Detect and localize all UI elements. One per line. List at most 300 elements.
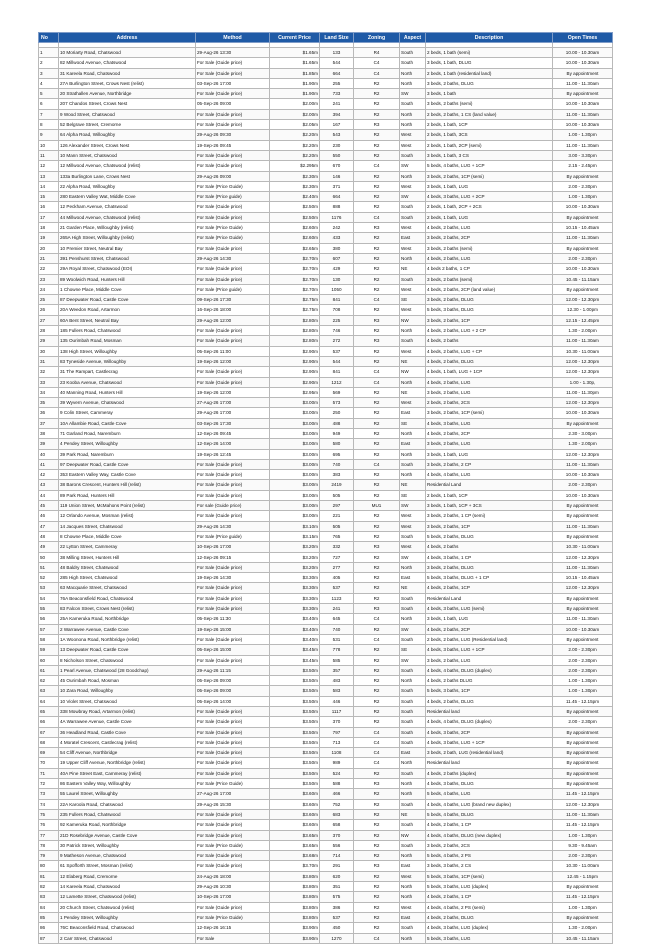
cell-no: 9 bbox=[39, 130, 59, 140]
col-header-price: Current Price bbox=[270, 33, 320, 43]
cell-method: For Sale (Guide price) bbox=[196, 830, 270, 840]
table-row bbox=[39, 336, 613, 346]
table-row bbox=[39, 676, 613, 686]
cell-address: 12 Orlando Avenue, Mosman (relist) bbox=[59, 511, 196, 521]
cell-description: 3 beds, 2 baths, LUG bbox=[426, 387, 553, 397]
cell-method: For Sale (Price Guide) bbox=[196, 233, 270, 243]
cell-land-size: 2419 bbox=[320, 480, 354, 490]
cell-method: For Sale (Guide price) bbox=[196, 58, 270, 68]
cell-aspect: South bbox=[400, 150, 426, 160]
cell-land-size: 241 bbox=[320, 604, 354, 614]
cell-aspect: South bbox=[400, 531, 426, 541]
cell-price: $2.00m bbox=[270, 109, 320, 119]
cell-no: 82 bbox=[39, 882, 59, 892]
cell-land-size: 483 bbox=[320, 676, 354, 686]
cell-no: 31 bbox=[39, 356, 59, 366]
cell-no: 15 bbox=[39, 192, 59, 202]
cell-land-size: 370 bbox=[320, 717, 354, 727]
cell-zoning: R2 bbox=[354, 109, 400, 119]
cell-open-times: 12.00 - 12.30pm bbox=[553, 449, 613, 459]
cell-open-times: 11.00 - 11.30am bbox=[553, 459, 613, 469]
cell-method: 19-Sep-26 15:00 bbox=[196, 624, 270, 634]
cell-address: 1 Chowne Place, Middle Cove bbox=[59, 284, 196, 294]
cell-address: 86 Eastern Valley Way, Willoughby bbox=[59, 779, 196, 789]
cell-description: 3 beds, 1 bath, DLUG bbox=[426, 58, 553, 68]
cell-price: $2.30m bbox=[270, 181, 320, 191]
cell-land-size: 727 bbox=[320, 552, 354, 562]
cell-price: $2.80m bbox=[270, 336, 320, 346]
cell-method: For Sale (Price guide) bbox=[196, 284, 270, 294]
cell-open-times: 2.00 - 2.30pm bbox=[553, 717, 613, 727]
cell-description: 3 beds, 2 baths (semi) bbox=[426, 274, 553, 284]
cell-zoning: R3 bbox=[354, 861, 400, 871]
cell-price: $2.75m bbox=[270, 305, 320, 315]
cell-method: For Sale (Guide price) bbox=[196, 274, 270, 284]
cell-aspect: NE bbox=[400, 264, 426, 274]
cell-zoning: R3 bbox=[354, 120, 400, 130]
table-row bbox=[39, 902, 613, 912]
cell-method: For Sale (Price Guide) bbox=[196, 223, 270, 233]
cell-method: 05-Sep-26 11:00 bbox=[196, 346, 270, 356]
cell-land-size: 133 bbox=[320, 48, 354, 58]
cell-no: 55 bbox=[39, 604, 59, 614]
cell-aspect: SE bbox=[400, 295, 426, 305]
cell-open-times: By appointment bbox=[553, 501, 613, 511]
cell-price: $2.70m bbox=[270, 284, 320, 294]
cell-zoning: R2 bbox=[354, 892, 400, 902]
cell-land-size: 433 bbox=[320, 233, 354, 243]
cell-method: For Sale (Guide price) bbox=[196, 820, 270, 830]
table-row bbox=[39, 243, 613, 253]
cell-open-times: 12.00 - 12.30pm bbox=[553, 295, 613, 305]
cell-description: 2 beds, 1 bath, 1CP bbox=[426, 490, 553, 500]
cell-price: $3.50m bbox=[270, 717, 320, 727]
cell-address: 13 Deepwater Road, Castle Cove bbox=[59, 645, 196, 655]
cell-no: 73 bbox=[39, 789, 59, 799]
cell-open-times: 10.15 - 10.45am bbox=[553, 223, 613, 233]
cell-description: 4 beds, 2 baths, LUG + CP bbox=[426, 346, 553, 356]
cell-zoning: R2 bbox=[354, 387, 400, 397]
cell-zoning: R2 bbox=[354, 830, 400, 840]
cell-method: For Sale (Guide price) bbox=[196, 727, 270, 737]
cell-address: 280 Eastern Valley Wat, Middle Cove bbox=[59, 192, 196, 202]
cell-no: 81 bbox=[39, 871, 59, 881]
cell-method: For Sale (Guide price) bbox=[196, 861, 270, 871]
col-header-address: Address bbox=[59, 33, 196, 43]
cell-open-times: 10.00 - 10.30am bbox=[553, 120, 613, 130]
cell-aspect: SE bbox=[400, 645, 426, 655]
cell-aspect: SW bbox=[400, 552, 426, 562]
cell-no: 74 bbox=[39, 799, 59, 809]
table-row bbox=[39, 531, 613, 541]
cell-aspect: East bbox=[400, 748, 426, 758]
cell-land-size: 537 bbox=[320, 912, 354, 922]
cell-price: $3.65m bbox=[270, 840, 320, 850]
cell-address: 1 Pearl Avenue, Chatswood (28 Goodchap) bbox=[59, 665, 196, 675]
cell-method: 05-Sep-26 15:00 bbox=[196, 645, 270, 655]
cell-price: $3.50m bbox=[270, 779, 320, 789]
cell-price: $2.70m bbox=[270, 253, 320, 263]
cell-land-size: 1270 bbox=[320, 933, 354, 943]
cell-address: 31 The Rampart, Castlecrag bbox=[59, 367, 196, 377]
cell-open-times: 10.00 - 10.30am bbox=[553, 58, 613, 68]
cell-aspect: NW bbox=[400, 315, 426, 325]
table-row bbox=[39, 459, 613, 469]
cell-aspect: SW bbox=[400, 89, 426, 99]
cell-address: 353 Eastern Valley Way, Castle Cove bbox=[59, 470, 196, 480]
cell-description: 2 beds, 2 baths, 1 CS (land value) bbox=[426, 109, 553, 119]
cell-zoning: R2 bbox=[354, 871, 400, 881]
cell-no: 47 bbox=[39, 521, 59, 531]
cell-description: 3 beds, 1 bath, LUG bbox=[426, 181, 553, 191]
cell-zoning: R2 bbox=[354, 89, 400, 99]
cell-address: 27A Burlington Street, Crows Nest (relist) bbox=[59, 78, 196, 88]
cell-address: 36 Headland Road, Castle Cove bbox=[59, 727, 196, 737]
cell-aspect: East bbox=[400, 912, 426, 922]
cell-land-size: 466 bbox=[320, 789, 354, 799]
cell-method: 19-Sep-26 12:00 bbox=[196, 387, 270, 397]
cell-open-times: 10.00 - 10.30am bbox=[553, 490, 613, 500]
cell-land-size: 740 bbox=[320, 624, 354, 634]
cell-method: For Sale (Guide price) bbox=[196, 490, 270, 500]
cell-no: 71 bbox=[39, 768, 59, 778]
cell-method: 29-Aug-26 17:00 bbox=[196, 408, 270, 418]
cell-aspect: West bbox=[400, 346, 426, 356]
cell-open-times: 11.00 - 11.30am bbox=[553, 614, 613, 624]
cell-address: 31 Kareela Road, Chatswood bbox=[59, 68, 196, 78]
cell-description: 4 beds, 2 baths, 2CP bbox=[426, 428, 553, 438]
cell-zoning: R2 bbox=[354, 820, 400, 830]
cell-description: 2 beds, 1 bath, 1CP bbox=[426, 120, 553, 130]
cell-open-times: 1.00 - 1.30pm bbox=[553, 830, 613, 840]
cell-open-times: 1.30 - 2.00pm bbox=[553, 439, 613, 449]
cell-aspect: West bbox=[400, 223, 426, 233]
cell-open-times: 10.00 - 10.30am bbox=[553, 264, 613, 274]
cell-price: $3.68m bbox=[270, 851, 320, 861]
table-row bbox=[39, 418, 613, 428]
cell-price: $2.60m bbox=[270, 233, 320, 243]
cell-method: 29-Aug-26 11:15 bbox=[196, 665, 270, 675]
table-row bbox=[39, 511, 613, 521]
cell-price: $3.50m bbox=[270, 686, 320, 696]
cell-address: 22 Alpha Road, Willoughby bbox=[59, 181, 196, 191]
cell-address: 25A Kameruka Road, Northbridge bbox=[59, 614, 196, 624]
cell-no: 52 bbox=[39, 573, 59, 583]
cell-land-size: 664 bbox=[320, 68, 354, 78]
cell-aspect: North bbox=[400, 933, 426, 943]
table-row bbox=[39, 768, 613, 778]
cell-description: 3 beds, 1 bath, LUG bbox=[426, 449, 553, 459]
cell-zoning: MU1 bbox=[354, 501, 400, 511]
cell-open-times: 11.00 - 11.30am bbox=[553, 336, 613, 346]
cell-zoning: R2 bbox=[354, 696, 400, 706]
cell-no: 26 bbox=[39, 305, 59, 315]
cell-open-times: By appointment bbox=[553, 779, 613, 789]
cell-no: 33 bbox=[39, 377, 59, 387]
cell-method: 16-Sep-26 18:00 bbox=[196, 305, 270, 315]
cell-no: 6 bbox=[39, 99, 59, 109]
cell-land-size: 505 bbox=[320, 490, 354, 500]
cell-method: For Sale (Guide price) bbox=[196, 737, 270, 747]
cell-aspect: NE bbox=[400, 480, 426, 490]
cell-address: 48 Baldry Street, Chatswood bbox=[59, 562, 196, 572]
cell-zoning: R2 bbox=[354, 768, 400, 778]
cell-price: $3.30m bbox=[270, 583, 320, 593]
cell-price: $2.95m bbox=[270, 387, 320, 397]
cell-description: 4 beds, 3 baths, LUG bbox=[426, 418, 553, 428]
cell-description: 4 beds, 2 baths, DLUG bbox=[426, 696, 553, 706]
cell-open-times: By appointment bbox=[553, 748, 613, 758]
col-header-no: No bbox=[39, 33, 59, 43]
cell-price: $3.80m bbox=[270, 892, 320, 902]
cell-price: $3.80m bbox=[270, 912, 320, 922]
cell-aspect: West bbox=[400, 130, 426, 140]
cell-aspect: NW bbox=[400, 830, 426, 840]
cell-no: 19 bbox=[39, 233, 59, 243]
cell-no: 14 bbox=[39, 181, 59, 191]
cell-land-size: 446 bbox=[320, 696, 354, 706]
cell-zoning: R2 bbox=[354, 449, 400, 459]
cell-aspect: North bbox=[400, 253, 426, 263]
cell-aspect: SE bbox=[400, 418, 426, 428]
cell-method: For Sale (Guide price) bbox=[196, 212, 270, 222]
cell-aspect: South bbox=[400, 768, 426, 778]
cell-price: $3.40m bbox=[270, 634, 320, 644]
cell-price: $2.20m bbox=[270, 130, 320, 140]
cell-zoning: C4 bbox=[354, 68, 400, 78]
cell-description: 4 beds, 2 baths bbox=[426, 542, 553, 552]
cell-open-times: 12.00 - 12.30pm bbox=[553, 367, 613, 377]
cell-zoning: R2 bbox=[354, 655, 400, 665]
cell-aspect: NW bbox=[400, 367, 426, 377]
cell-open-times: 10.30 - 11.00am bbox=[553, 346, 613, 356]
cell-open-times: By appointment bbox=[553, 737, 613, 747]
cell-no: 37 bbox=[39, 418, 59, 428]
cell-method: 03-Sep-26 17:30 bbox=[196, 418, 270, 428]
cell-open-times: 1.00 - 1.30pm bbox=[553, 676, 613, 686]
cell-aspect: North bbox=[400, 676, 426, 686]
cell-zoning: R2 bbox=[354, 130, 400, 140]
cell-zoning: R3 bbox=[354, 223, 400, 233]
cell-price: $3.40m bbox=[270, 614, 320, 624]
cell-land-size: 544 bbox=[320, 58, 354, 68]
table-row bbox=[39, 604, 613, 614]
table-row bbox=[39, 356, 613, 366]
table-row bbox=[39, 521, 613, 531]
table-row bbox=[39, 727, 613, 737]
col-header-land-size: Land Size bbox=[320, 33, 354, 43]
cell-method: 29-Aug-26 13:30 bbox=[196, 48, 270, 58]
table-row bbox=[39, 840, 613, 850]
cell-zoning: C4 bbox=[354, 727, 400, 737]
cell-description: 4 beds, 4 baths, DLUG (duplex) bbox=[426, 665, 553, 675]
cell-aspect: West bbox=[400, 181, 426, 191]
cell-land-size: 573 bbox=[320, 398, 354, 408]
cell-zoning: R2 bbox=[354, 233, 400, 243]
cell-address: 97 Deepwater Road, Castle Cove bbox=[59, 459, 196, 469]
cell-address: 9 Matheson Avenue, Chatswood bbox=[59, 851, 196, 861]
cell-method: For Sale (Price Guide) bbox=[196, 779, 270, 789]
table-row bbox=[39, 758, 613, 768]
cell-method: For Sale (Guide price) bbox=[196, 264, 270, 274]
cell-address: 54 Cliff Avenue, Northbridge bbox=[59, 748, 196, 758]
cell-zoning: C4 bbox=[354, 634, 400, 644]
cell-aspect: North bbox=[400, 326, 426, 336]
cell-no: 32 bbox=[39, 367, 59, 377]
cell-description: 4 beds, 2 baths bbox=[426, 336, 553, 346]
cell-land-size: 778 bbox=[320, 645, 354, 655]
cell-land-size: 556 bbox=[320, 840, 354, 850]
cell-description: 2 beds, 1 bath (residential land) bbox=[426, 68, 553, 78]
cell-open-times: 12.15 - 12.45pm bbox=[553, 315, 613, 325]
cell-land-size: 713 bbox=[320, 737, 354, 747]
cell-zoning: R2 bbox=[354, 840, 400, 850]
cell-land-size: 531 bbox=[320, 634, 354, 644]
cell-method: For Sale (Guide price) bbox=[196, 809, 270, 819]
cell-aspect: NE bbox=[400, 356, 426, 366]
cell-address: 55 Laurel Street, Willoughby bbox=[59, 789, 196, 799]
cell-price: $3.70m bbox=[270, 861, 320, 871]
cell-open-times: 11.00 - 11.30am bbox=[553, 78, 613, 88]
table-row bbox=[39, 150, 613, 160]
cell-address: 1A Woonona Road, Northbridge (relist) bbox=[59, 634, 196, 644]
cell-zoning: C4 bbox=[354, 212, 400, 222]
cell-open-times: By appointment bbox=[553, 912, 613, 922]
cell-description: 4 beds, 3 baths, 2CP bbox=[426, 727, 553, 737]
cell-no: 4 bbox=[39, 78, 59, 88]
cell-zoning: R2 bbox=[354, 78, 400, 88]
cell-zoning: R2 bbox=[354, 284, 400, 294]
table-row bbox=[39, 655, 613, 665]
cell-method: For Sale (Guide price) bbox=[196, 459, 270, 469]
cell-aspect: South bbox=[400, 634, 426, 644]
cell-method: For Sale bbox=[196, 933, 270, 943]
cell-method: For Sale (Guide price) bbox=[196, 902, 270, 912]
cell-open-times: 12.00 - 12.30pm bbox=[553, 398, 613, 408]
cell-method: 09-Sep-26 17:30 bbox=[196, 295, 270, 305]
property-listing-table bbox=[38, 32, 613, 944]
cell-price: $2.50m bbox=[270, 212, 320, 222]
cell-description: 4 beds, 3 baths, LUG (duplex) bbox=[426, 923, 553, 933]
cell-open-times: 12.00 - 12.30pm bbox=[553, 356, 613, 366]
cell-price: $3.60m bbox=[270, 789, 320, 799]
cell-open-times: By appointment bbox=[553, 707, 613, 717]
cell-open-times: 11.00 - 11.30am bbox=[553, 809, 613, 819]
cell-zoning: R2 bbox=[354, 480, 400, 490]
cell-aspect: West bbox=[400, 284, 426, 294]
table-row bbox=[39, 305, 613, 315]
table-row bbox=[39, 645, 613, 655]
cell-method: For Sale (Guide price) bbox=[196, 604, 270, 614]
cell-address: 2 Warrawee Avenue, Castle Cove bbox=[59, 624, 196, 634]
table-row bbox=[39, 428, 613, 438]
cell-land-size: 683 bbox=[320, 809, 354, 819]
cell-no: 64 bbox=[39, 696, 59, 706]
table-row bbox=[39, 171, 613, 181]
cell-open-times: 12.45 - 1.15pm bbox=[553, 871, 613, 881]
cell-price: $1.65m bbox=[270, 48, 320, 58]
cell-price: $3.45m bbox=[270, 655, 320, 665]
table-row bbox=[39, 367, 613, 377]
cell-description: 3 beds, 2 baths, 1CP bbox=[426, 315, 553, 325]
table-row bbox=[39, 593, 613, 603]
cell-open-times: 12.00 - 12.30pm bbox=[553, 799, 613, 809]
cell-aspect: East bbox=[400, 861, 426, 871]
cell-method: For Sale (Price guide) bbox=[196, 531, 270, 541]
cell-price: $3.50m bbox=[270, 676, 320, 686]
cell-zoning: R2 bbox=[354, 253, 400, 263]
cell-open-times: 11.00 - 11.30am bbox=[553, 140, 613, 150]
cell-method: For Sale (Guide price) bbox=[196, 851, 270, 861]
cell-description: 3 beds, 2 baths, 1CP bbox=[426, 521, 553, 531]
cell-zoning: C4 bbox=[354, 161, 400, 171]
cell-land-size: 505 bbox=[320, 521, 354, 531]
cell-aspect: NE bbox=[400, 583, 426, 593]
cell-price: $2.295m bbox=[270, 161, 320, 171]
cell-no: 36 bbox=[39, 408, 59, 418]
cell-address: 8 Chowne Place, Middle Cove bbox=[59, 531, 196, 541]
cell-method: 12-Sep-26 16:15 bbox=[196, 923, 270, 933]
table-row bbox=[39, 161, 613, 171]
cell-price: $3.50m bbox=[270, 707, 320, 717]
cell-aspect: West bbox=[400, 902, 426, 912]
cell-price: $2.00m bbox=[270, 99, 320, 109]
cell-description: 4 beds, 3 baths, LUG (semi) bbox=[426, 604, 553, 614]
cell-zoning: C4 bbox=[354, 377, 400, 387]
cell-land-size: 664 bbox=[320, 192, 354, 202]
cell-zoning: R2 bbox=[354, 624, 400, 634]
cell-address: 83 Falcon Street, Crows Nest (relist) bbox=[59, 604, 196, 614]
cell-no: 11 bbox=[39, 150, 59, 160]
cell-price: $3.80m bbox=[270, 902, 320, 912]
cell-open-times: 10.45 - 11.15am bbox=[553, 274, 613, 284]
cell-no: 41 bbox=[39, 459, 59, 469]
cell-method: 29-Aug-26 09:00 bbox=[196, 171, 270, 181]
cell-method: For Sale (Guide price) bbox=[196, 707, 270, 717]
cell-method: For Sale (Guide price) bbox=[196, 367, 270, 377]
table-row bbox=[39, 295, 613, 305]
cell-zoning: C4 bbox=[354, 614, 400, 624]
cell-price: $3.50m bbox=[270, 768, 320, 778]
cell-open-times: By appointment bbox=[553, 418, 613, 428]
cell-no: 79 bbox=[39, 851, 59, 861]
cell-no: 38 bbox=[39, 428, 59, 438]
cell-address: 22A Karoola Road, Chatswood bbox=[59, 799, 196, 809]
cell-no: 42 bbox=[39, 470, 59, 480]
table-row bbox=[39, 573, 613, 583]
cell-method: For Sale (Guide price) bbox=[196, 161, 270, 171]
cell-open-times: 10.00 - 10.30am bbox=[553, 408, 613, 418]
col-header-description: Description bbox=[426, 33, 553, 43]
cell-method: 29-Aug-26 14:30 bbox=[196, 521, 270, 531]
cell-address: 10 Premier Street, Neutral Bay bbox=[59, 243, 196, 253]
cell-method: 05-Sep-26 09:00 bbox=[196, 676, 270, 686]
cell-no: 27 bbox=[39, 315, 59, 325]
cell-zoning: R2 bbox=[354, 243, 400, 253]
listing-sheet bbox=[38, 32, 612, 944]
table-row bbox=[39, 109, 613, 119]
cell-price: $3.90m bbox=[270, 923, 320, 933]
cell-open-times: By appointment bbox=[553, 882, 613, 892]
cell-aspect: SW bbox=[400, 161, 426, 171]
cell-no: 23 bbox=[39, 274, 59, 284]
cell-address: 60A Bent Street, Neutral Bay bbox=[59, 315, 196, 325]
cell-open-times: 2.00 - 2.30pm bbox=[553, 480, 613, 490]
cell-no: 45 bbox=[39, 501, 59, 511]
cell-aspect: South bbox=[400, 99, 426, 109]
cell-no: 8 bbox=[39, 120, 59, 130]
cell-land-size: 230 bbox=[320, 140, 354, 150]
